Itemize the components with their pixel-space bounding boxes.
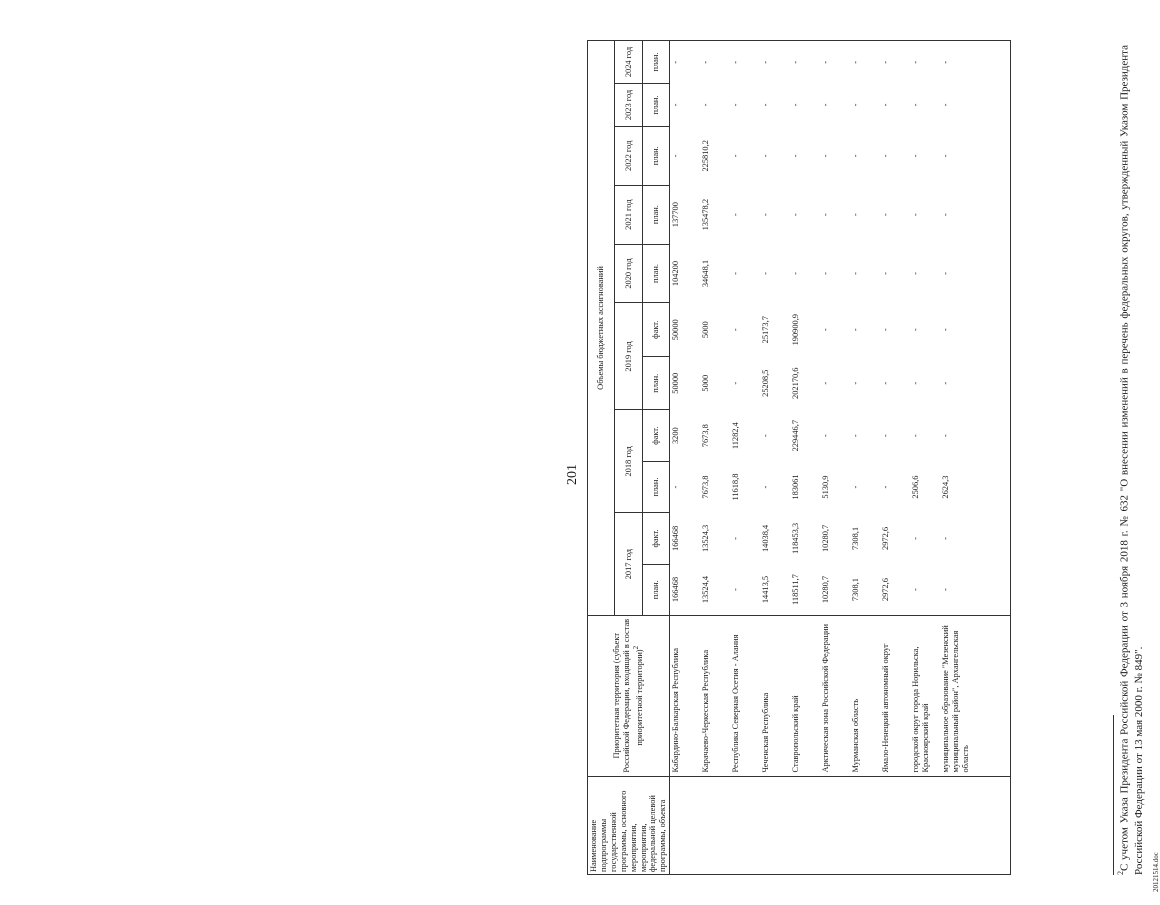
value-cell: - xyxy=(760,41,790,84)
value-cell: - xyxy=(761,154,771,158)
value-cell: - xyxy=(731,381,741,385)
header-year-2017: 2017 год xyxy=(615,513,642,616)
header-fact: факт. xyxy=(642,513,669,564)
value-cell: - xyxy=(761,272,771,275)
value-cell: - xyxy=(731,537,741,540)
value-cell: 2972,6 xyxy=(881,578,891,602)
value-cell: - xyxy=(881,213,891,217)
header-year-2023: 2023 год xyxy=(615,84,642,127)
value-cell: 14038,4 xyxy=(761,524,771,553)
program-cell xyxy=(760,776,790,874)
value-cell: 137700 xyxy=(671,202,681,228)
value-cell: 7673,8 xyxy=(701,475,711,499)
value-cell: - xyxy=(940,410,1011,461)
program-cell xyxy=(670,776,701,874)
value-cell: - xyxy=(761,103,771,107)
value-cell: 10280,7 xyxy=(821,524,831,553)
program-cell xyxy=(880,776,910,874)
value-cell: - xyxy=(851,213,861,217)
rotated-page xyxy=(565,40,1160,892)
value-cell: - xyxy=(821,381,831,385)
value-cell: - xyxy=(910,41,940,84)
value-cell: - xyxy=(670,41,701,84)
value-cell: - xyxy=(790,41,820,84)
territory-name: Ямало-Ненецкий автономный округ xyxy=(880,615,910,776)
value-cell: 183061 xyxy=(791,474,801,500)
value-cell: - xyxy=(671,154,681,158)
value-cell: 118511,7 xyxy=(791,574,801,605)
header-year-2019: 2019 год xyxy=(615,303,642,410)
value-cell: - xyxy=(851,381,861,385)
value-cell: 3200 xyxy=(671,427,681,445)
value-cell: - xyxy=(911,154,921,158)
value-cell: - xyxy=(791,103,801,107)
value-cell: - xyxy=(940,356,1011,410)
value-cell: - xyxy=(881,328,891,332)
value-cell: - xyxy=(911,381,921,385)
header-plan: план. xyxy=(642,41,669,84)
header-year-2021: 2021 год xyxy=(615,185,642,244)
table-row xyxy=(760,41,790,875)
value-cell: - xyxy=(730,41,760,84)
value-cell: - xyxy=(940,244,1011,303)
value-cell: 11618,8 xyxy=(731,473,741,501)
value-cell: - xyxy=(851,154,861,158)
program-cell xyxy=(850,776,880,874)
header-fact: факт. xyxy=(642,303,669,357)
value-cell: - xyxy=(821,328,831,332)
value-cell: - xyxy=(701,103,711,107)
value-cell: - xyxy=(880,41,910,84)
value-cell: - xyxy=(851,485,861,489)
value-cell: - xyxy=(731,154,741,158)
value-cell: - xyxy=(731,213,741,217)
value-cell: - xyxy=(940,185,1011,244)
program-cell xyxy=(790,776,820,874)
value-cell: 50000 xyxy=(671,319,681,341)
program-cell xyxy=(820,776,850,874)
value-cell: - xyxy=(940,303,1011,357)
value-cell: - xyxy=(851,328,861,332)
value-cell: 2624,3 xyxy=(940,461,1011,512)
territory-name: Республика Северная Осетия - Алания xyxy=(730,615,760,776)
value-cell: - xyxy=(791,272,801,275)
value-cell: 10280,7 xyxy=(821,575,831,604)
value-cell: - xyxy=(911,434,921,438)
program-cell xyxy=(730,776,760,874)
value-cell: 13524,3 xyxy=(701,524,711,553)
table-row xyxy=(820,41,850,875)
header-territory: Приоритетная территория (субъект Российской Федерации, входящий в состав приоритетной территории)$^2$ xyxy=(588,615,670,776)
territory-name: Арктическая зона Российской Федерации xyxy=(820,615,850,776)
territory-name: муниципальное образование "Мезенский муниципальный район", Архангельская область xyxy=(940,615,1011,776)
header-budget-group: Объемы бюджетных ассигнований xyxy=(588,41,615,616)
value-cell: - xyxy=(911,328,921,332)
value-cell: - xyxy=(911,537,921,540)
territory-name: Кабардино-Балкарская Республика xyxy=(670,615,701,776)
budget-table xyxy=(587,40,1011,875)
value-cell: - xyxy=(821,213,831,217)
value-cell: 5000 xyxy=(701,374,711,392)
header-plan: план. xyxy=(642,244,669,303)
value-cell: - xyxy=(791,213,801,217)
header-plan: план. xyxy=(642,185,669,244)
header-year-2020: 2020 год xyxy=(615,244,642,303)
value-cell: - xyxy=(761,485,771,489)
value-cell: - xyxy=(821,103,831,107)
territory-name: Чеченская Республика xyxy=(760,615,790,776)
header-year-2018: 2018 год xyxy=(615,410,642,513)
value-cell: - xyxy=(911,588,921,591)
value-cell: - xyxy=(850,41,880,84)
program-cell xyxy=(700,776,730,874)
value-cell: 118453,3 xyxy=(791,522,801,554)
table-row xyxy=(850,41,880,875)
value-cell: - xyxy=(731,103,741,107)
value-cell: - xyxy=(851,272,861,275)
document-id: 20121514.doc xyxy=(1152,852,1160,892)
territory-name: городской округ города Норильска, Красноярский край xyxy=(910,615,940,776)
header-plan: план. xyxy=(642,126,669,185)
program-cell xyxy=(910,776,940,874)
header-plan: план. xyxy=(642,461,669,512)
header-fact: факт. xyxy=(642,410,669,461)
value-cell: 2506,6 xyxy=(911,475,921,499)
value-cell: - xyxy=(671,485,681,489)
table-row xyxy=(670,41,701,875)
value-cell: - xyxy=(940,41,1011,84)
value-cell: 7308,1 xyxy=(851,526,861,550)
value-cell: 2972,6 xyxy=(881,526,891,550)
footnote: $^2$С учетом Указа Президента Российской Федерации от 3 ноября 2018 г. № 632 "О внесении изменений в перечень федеральных округов, утвержденный Указом Президента Российской Федерации от 13 мая 2000 г. № 849". xyxy=(1116,45,1145,875)
table-row xyxy=(910,41,940,875)
value-cell: - xyxy=(911,272,921,275)
value-cell: 11282,4 xyxy=(731,422,741,450)
header-year-2022: 2022 год xyxy=(615,126,642,185)
value-cell: - xyxy=(940,564,1011,615)
value-cell: 202170,6 xyxy=(791,367,801,399)
value-cell: - xyxy=(881,485,891,489)
value-cell: - xyxy=(911,103,921,107)
value-cell: - xyxy=(940,513,1011,564)
value-cell: - xyxy=(851,103,861,107)
value-cell: - xyxy=(731,272,741,275)
value-cell: 13524,4 xyxy=(701,575,711,604)
value-cell: 7308,1 xyxy=(851,578,861,602)
value-cell: - xyxy=(821,272,831,275)
value-cell: - xyxy=(700,41,730,84)
value-cell: - xyxy=(821,434,831,438)
value-cell: - xyxy=(671,103,681,107)
program-cell xyxy=(940,776,1011,874)
value-cell: - xyxy=(881,103,891,107)
value-cell: - xyxy=(940,84,1011,127)
value-cell: 166468 xyxy=(671,525,681,551)
header-plan: план. xyxy=(642,564,669,615)
value-cell: - xyxy=(761,213,771,217)
value-cell: 225810,2 xyxy=(701,140,711,172)
territory-name: Ставропольский край xyxy=(790,615,820,776)
value-cell: 7673,8 xyxy=(701,424,711,448)
territory-name: Карачаево-Черкесская Республика xyxy=(700,615,730,776)
value-cell: 34648,1 xyxy=(701,259,711,288)
value-cell: - xyxy=(791,154,801,158)
value-cell: - xyxy=(940,126,1011,185)
footnote-rule xyxy=(1113,715,1114,875)
value-cell: 135478,2 xyxy=(701,198,711,231)
value-cell: - xyxy=(881,381,891,385)
value-cell: - xyxy=(911,213,921,217)
value-cell: 5130,9 xyxy=(821,475,831,499)
value-cell: 5000 xyxy=(701,321,711,339)
header-plan: план. xyxy=(642,84,669,127)
header-year-2024: 2024 год xyxy=(615,41,642,84)
table-row xyxy=(730,41,760,875)
value-cell: 25173,7 xyxy=(761,316,771,344)
header-program: Наименование подпрограммы государственной программы, основного мероприятия, мероприятия, федеральной целевой программы, объекта xyxy=(588,776,670,874)
value-cell: - xyxy=(821,154,831,158)
value-cell: 14413,5 xyxy=(761,575,771,604)
value-cell: 190900,9 xyxy=(791,314,801,346)
table-row xyxy=(790,41,820,875)
value-cell: - xyxy=(881,154,891,158)
value-cell: - xyxy=(731,588,741,591)
value-cell: 166468 xyxy=(671,576,681,603)
value-cell: 229446,7 xyxy=(791,419,801,452)
table-row xyxy=(880,41,910,875)
value-cell: - xyxy=(881,434,891,438)
value-cell: - xyxy=(731,328,741,332)
table-row xyxy=(700,41,730,875)
value-cell: 50000 xyxy=(671,372,681,394)
value-cell: 25208,5 xyxy=(761,369,771,397)
territory-name: Мурманская область xyxy=(850,615,880,776)
table-row xyxy=(940,41,1011,875)
page-number: 201 xyxy=(565,464,580,485)
value-cell: - xyxy=(851,434,861,438)
header-plan: план. xyxy=(642,356,669,410)
value-cell: - xyxy=(761,434,771,438)
value-cell: 104200 xyxy=(671,260,681,287)
value-cell: - xyxy=(820,41,850,84)
value-cell: - xyxy=(881,272,891,275)
